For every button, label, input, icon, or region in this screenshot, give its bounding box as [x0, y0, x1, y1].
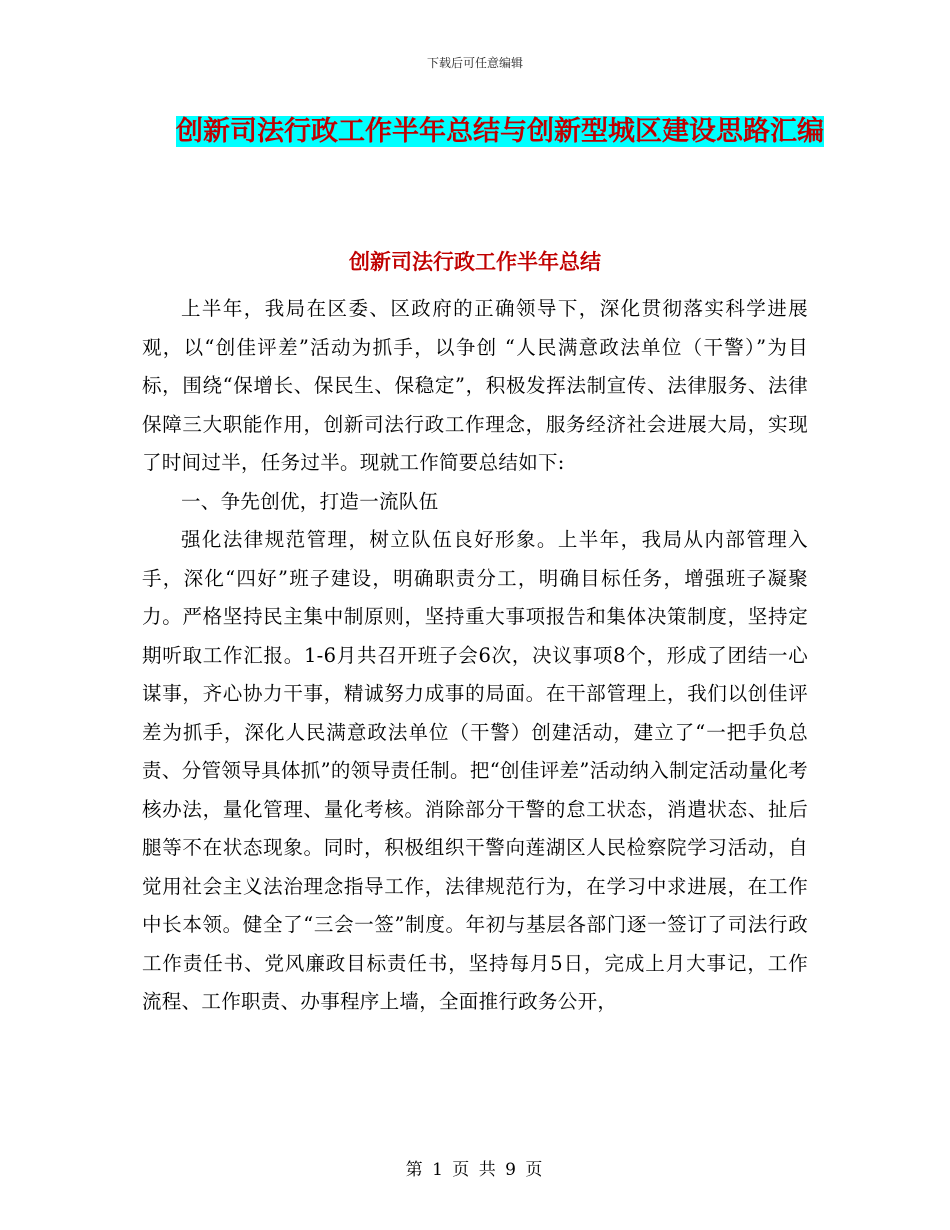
document-body	[142, 290, 808, 1022]
document-title-text: 创新司法行政工作半年总结与创新型城区建设思路汇编	[176, 116, 824, 147]
section-title: 创新司法行政工作半年总结	[349, 250, 601, 274]
paragraph-team-management: 强化法律规范管理，树立队伍良好形象。上半年，我局从内部管理入手，深化“四好”班子建设，明确职责分工，明确目标任务，增强班子凝聚力。严格坚持民主集中制原则，坚持重大事项报告和集体决策制度，坚持定期听取工作汇报。1-6月共召开班子会6次，决议事项8个，形成了团结一心谋事，齐心协力干事，精诚努力成事的局面。在干部管理上，我们以创佳评差为抓手，深化人民满意政法单位（干警）创建活动，建立了“一把手负总责、分管领导具体抓”的领导责任制。把“创佳评差”活动纳入制定活动量化考核办法，量化管理、量化考核。消除部分干警的怠工状态，消遣状态、扯后腿等不在状态现象。同时，积极组织干警向莲湖区人民检察院学习活动，自觉用社会主义法治理念指导工作，法律规范行为，在学习中求进展，在工作中长本领。健全了“三会一签”制度。年初与基层各部门逐一签订了司法行政工作责任书、党风廉政目标责任书，坚持每月5日，完成上月大事记，工作流程、工作职责、办事程序上墙，全面推行政务公开，	[142, 528, 808, 1013]
document-title	[140, 110, 860, 153]
paragraph-intro: 上半年，我局在区委、区政府的正确领导下，深化贯彻落实科学进展观，以“创佳评差”活动为抓手，以争创 “人民满意政法单位（干警）”为目标，围绕“保增长、保民生、保稳定”，积极发挥法制宣传、法律服务、法律保障三大职能作用，创新司法行政工作理念，服务经济社会进展大局，实现了时间过半，任务过半。现就工作简要总结如下:	[142, 297, 808, 474]
header-note: 下载后可任意编辑	[426, 56, 523, 70]
paragraph-heading-1: 一、争先创优，打造一流队伍	[181, 489, 439, 513]
page-footer: 第 1 页 共 9 页	[405, 1160, 545, 1180]
